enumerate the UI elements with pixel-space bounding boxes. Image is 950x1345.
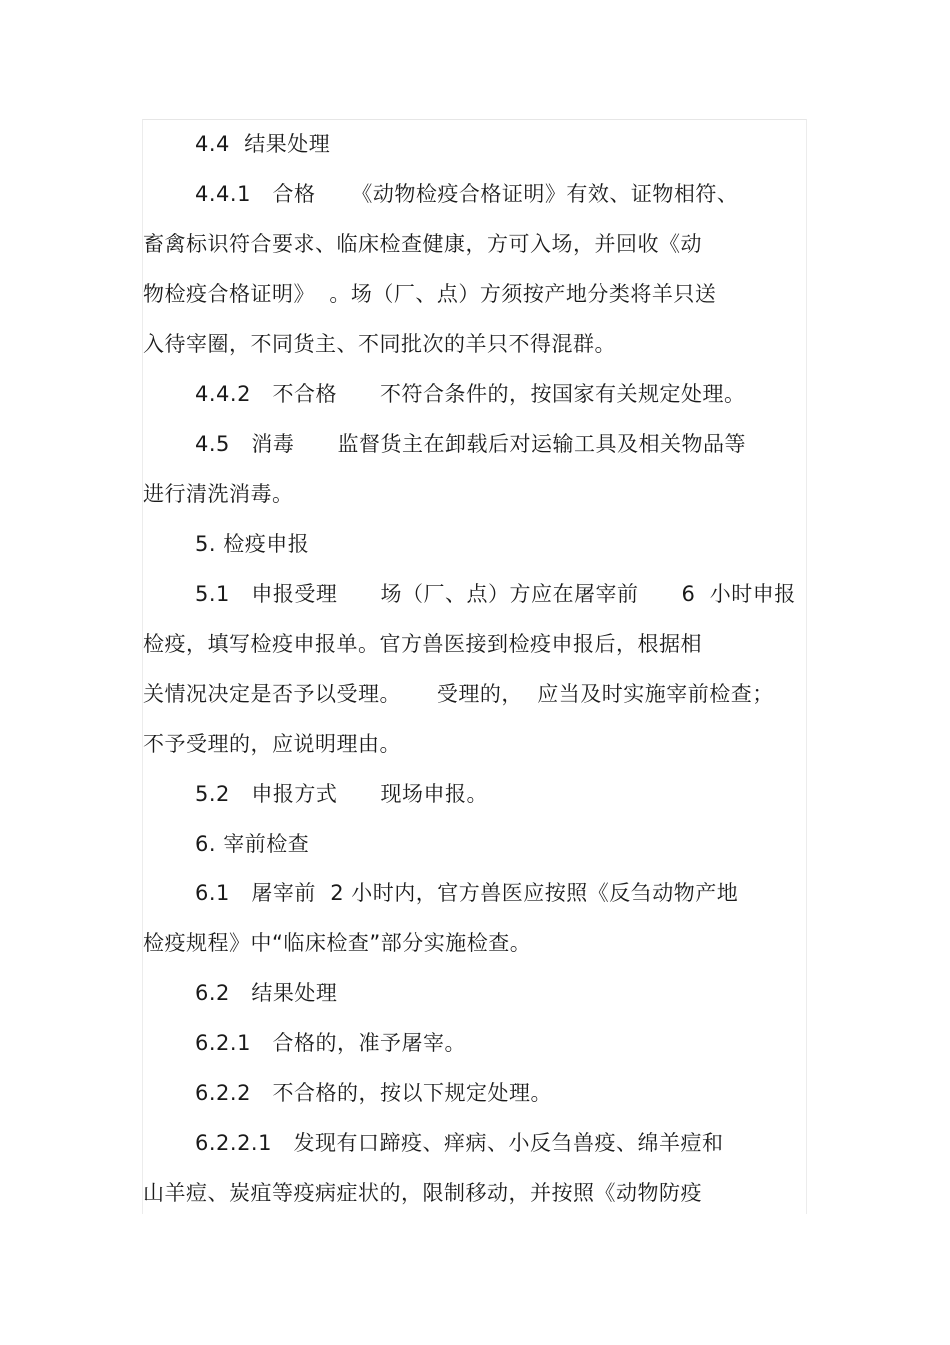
paragraph-6-2-2-1-line-2: 山羊痘、炭疽等疫病症状的，限制移动，并按照《动物防疫 <box>143 1181 702 1205</box>
paragraph-5-2: 5.2 申报方式 现场申报。 <box>195 782 488 806</box>
paragraph-4-4-1-line-2: 畜禽标识符合要求、临床检查健康，方可入场，并回收《动 <box>143 232 702 256</box>
paragraph-5-1-line-1: 5.1 申报受理 场（厂、点）方应在屠宰前 6 小时申报 <box>195 582 796 606</box>
paragraph-6-1-line-1: 6.1 屠宰前 2 小时内，官方兽医应按照《反刍动物产地 <box>195 881 739 905</box>
heading-5: 5. 检疫申报 <box>195 532 310 556</box>
paragraph-6-2-2-1-line-1: 6.2.2.1 发现有口蹄疫、痒病、小反刍兽疫、绵羊痘和 <box>195 1131 724 1155</box>
paragraph-4-5-line-2: 进行清洗消毒。 <box>143 482 294 506</box>
heading-6: 6. 宰前检查 <box>195 832 310 856</box>
paragraph-4-4-1-line-1: 4.4.1 合格 《动物检疫合格证明》有效、证物相符、 <box>195 182 739 206</box>
paragraph-6-2-1: 6.2.1 合格的，准予屠宰。 <box>195 1031 466 1055</box>
paragraph-6-2-2: 6.2.2 不合格的，按以下规定处理。 <box>195 1081 552 1105</box>
heading-4-4: 4.4 结果处理 <box>195 132 331 156</box>
paragraph-6-1-line-2: 检疫规程》中“临床检查”部分实施检查。 <box>143 931 532 955</box>
paragraph-4-5-line-1: 4.5 消毒 监督货主在卸载后对运输工具及相关物品等 <box>195 432 746 456</box>
paragraph-4-4-1-line-4: 入待宰圈，不同货主、不同批次的羊只不得混群。 <box>143 332 616 356</box>
paragraph-4-4-1-line-3: 物检疫合格证明》 。场（厂、点）方须按产地分类将羊只送 <box>143 282 717 306</box>
paragraph-4-4-2: 4.4.2 不合格 不符合条件的，按国家有关规定处理。 <box>195 382 746 406</box>
paragraph-5-1-line-4: 不予受理的，应说明理由。 <box>143 732 401 756</box>
paragraph-5-1-line-2: 检疫，填写检疫申报单。官方兽医接到检疫申报后，根据相 <box>143 632 702 656</box>
paragraph-5-1-line-3: 关情况决定是否予以受理。 受理的， 应当及时实施宰前检查； <box>143 682 774 706</box>
heading-6-2: 6.2 结果处理 <box>195 981 338 1005</box>
